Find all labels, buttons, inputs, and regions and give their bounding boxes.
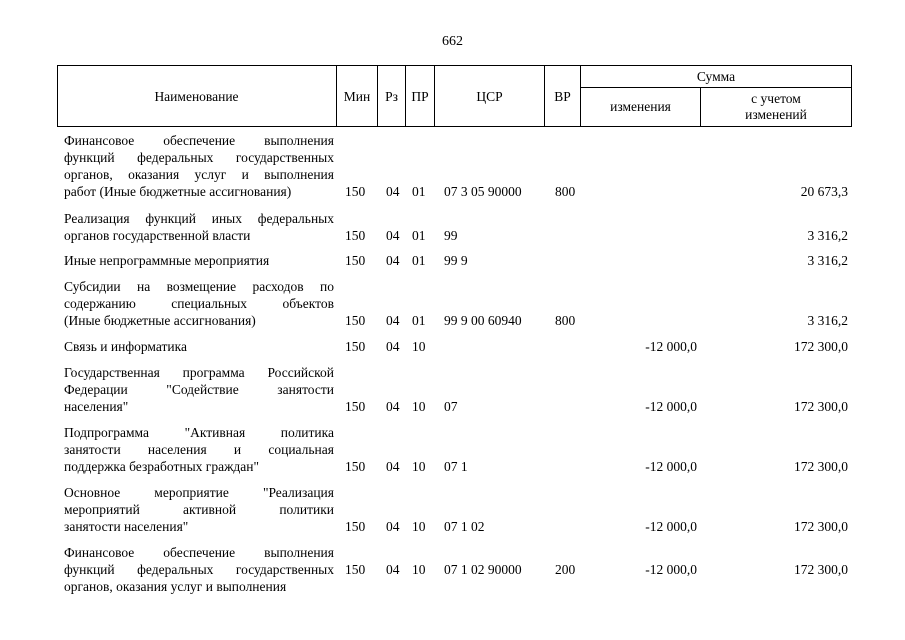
- cell-change: -12 000,0: [645, 562, 697, 577]
- header-vr: ВР: [554, 89, 571, 104]
- cell-min: 150: [345, 459, 366, 474]
- cell-total: 172 300,0: [794, 562, 848, 577]
- row-name-line: Основное мероприятие "Реализация: [64, 485, 334, 500]
- cell-total: 3 316,2: [807, 313, 848, 328]
- cell-rz: 04: [386, 253, 400, 268]
- row-name-line: занятости населения": [64, 519, 189, 534]
- cell-pr: 01: [412, 228, 426, 243]
- row-name-line: Государственная программа Российской: [64, 365, 334, 380]
- cell-change: -12 000,0: [645, 399, 697, 414]
- cell-total: 3 316,2: [807, 253, 848, 268]
- cell-min: 150: [345, 399, 366, 414]
- cell-csr: 07 1 02: [444, 519, 485, 534]
- header-with-changes-2: изменений: [745, 107, 807, 122]
- cell-pr: 10: [412, 562, 426, 577]
- cell-total: 20 673,3: [800, 184, 848, 199]
- cell-min: 150: [345, 562, 366, 577]
- row-name-line: Федерации "Содействие занятости: [64, 382, 334, 397]
- table-header: [57, 65, 852, 127]
- cell-csr: 07 3 05 90000: [444, 184, 522, 199]
- row-name-line: (Иные бюджетные ассигнования): [64, 313, 256, 328]
- cell-min: 150: [345, 339, 366, 354]
- row-name-line: Реализация функций иных федеральных: [64, 211, 334, 226]
- page-number: 662: [442, 34, 463, 49]
- row-name-line: занятости населения и социальная: [64, 442, 334, 457]
- cell-rz: 04: [386, 399, 400, 414]
- cell-rz: 04: [386, 228, 400, 243]
- row-name-line: Финансовое обеспечение выполнения: [64, 545, 334, 560]
- row-name-line: Иные непрограммные мероприятия: [64, 253, 270, 268]
- row-name-line: мероприятий активной политики: [64, 502, 334, 517]
- cell-rz: 04: [386, 313, 400, 328]
- cell-csr: 99 9 00 60940: [444, 313, 522, 328]
- cell-pr: 10: [412, 459, 426, 474]
- header-sum: Сумма: [696, 69, 736, 84]
- row-name-line: Финансовое обеспечение выполнения: [64, 133, 334, 148]
- cell-total: 172 300,0: [794, 399, 848, 414]
- cell-csr: 07 1: [444, 459, 468, 474]
- row-name-line: Связь и информатика: [64, 339, 187, 354]
- header-csr: ЦСР: [476, 89, 503, 104]
- row-name: [64, 544, 334, 595]
- cell-change: -12 000,0: [645, 459, 697, 474]
- row-name-line: органов, оказания услуг и выполнения: [64, 167, 334, 182]
- cell-vr: 800: [555, 184, 576, 199]
- header-rz: Рз: [385, 89, 398, 104]
- cell-csr: 07: [444, 399, 458, 414]
- cell-pr: 10: [412, 339, 426, 354]
- cell-change: -12 000,0: [645, 519, 697, 534]
- cell-vr: 200: [555, 562, 576, 577]
- cell-change: -12 000,0: [645, 339, 697, 354]
- cell-pr: 01: [412, 184, 426, 199]
- cell-rz: 04: [386, 459, 400, 474]
- row-name: [64, 132, 334, 200]
- row-name-line: Подпрограмма "Активная политика: [64, 425, 334, 440]
- cell-min: 150: [345, 313, 366, 328]
- cell-total: 172 300,0: [794, 339, 848, 354]
- row-name-line: органов, оказания услуг и выполнения: [64, 579, 287, 594]
- cell-pr: 10: [412, 519, 426, 534]
- header-name: Наименование: [154, 89, 239, 104]
- row-name-line: функций федеральных государственных: [64, 150, 334, 165]
- cell-total: 3 316,2: [807, 228, 848, 243]
- cell-min: 150: [345, 519, 366, 534]
- cell-pr: 10: [412, 399, 426, 414]
- row-name: [64, 252, 334, 269]
- row-name-line: Субсидии на возмещение расходов по: [64, 279, 334, 294]
- row-name-line: функций федеральных государственных: [64, 562, 334, 577]
- cell-rz: 04: [386, 184, 400, 199]
- cell-rz: 04: [386, 519, 400, 534]
- row-name: [64, 338, 334, 355]
- header-change: изменения: [610, 99, 671, 114]
- cell-pr: 01: [412, 313, 426, 328]
- row-name: [64, 424, 334, 475]
- row-name: [64, 484, 334, 535]
- row-name-line: содержанию специальных объектов: [64, 296, 334, 311]
- row-name-line: поддержка безработных граждан": [64, 459, 259, 474]
- header-pr: ПР: [411, 89, 429, 104]
- cell-min: 150: [345, 253, 366, 268]
- cell-min: 150: [345, 184, 366, 199]
- cell-rz: 04: [386, 339, 400, 354]
- cell-csr: 99: [444, 228, 458, 243]
- cell-csr: 99 9: [444, 253, 468, 268]
- header-min: Мин: [343, 89, 371, 104]
- row-name: [64, 278, 334, 329]
- cell-min: 150: [345, 228, 366, 243]
- header-with-changes-1: с учетом: [751, 91, 801, 106]
- row-name: [64, 210, 334, 244]
- row-name-line: работ (Иные бюджетные ассигнования): [64, 184, 292, 199]
- row-name: [64, 364, 334, 415]
- cell-pr: 01: [412, 253, 426, 268]
- cell-vr: 800: [555, 313, 576, 328]
- cell-total: 172 300,0: [794, 519, 848, 534]
- row-name-line: органов государственной власти: [64, 228, 251, 243]
- row-name-line: населения": [64, 399, 129, 414]
- cell-rz: 04: [386, 562, 400, 577]
- cell-total: 172 300,0: [794, 459, 848, 474]
- cell-csr: 07 1 02 90000: [444, 562, 522, 577]
